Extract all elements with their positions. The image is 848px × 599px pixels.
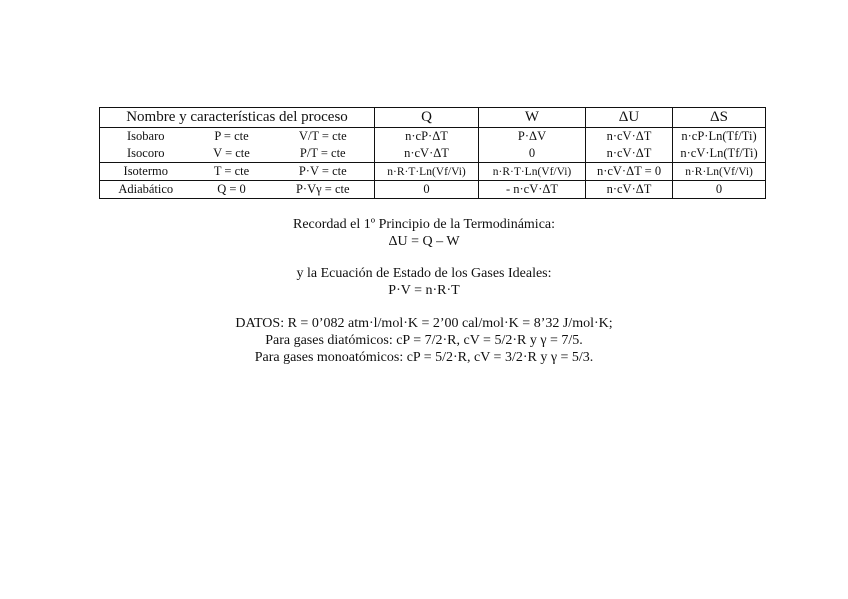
datos-line: DATOS: R = 0’082 atm·l/mol·K = 2’00 cal/mol·K = 8’32 J/mol·K; (235, 316, 613, 331)
w-formula: n·R·T·Ln(Vf/Vi) (479, 163, 586, 181)
table-row (100, 181, 766, 199)
header-du: ΔU (586, 108, 673, 128)
header-q: Q (375, 108, 479, 128)
process-name: Isobaro (100, 128, 192, 146)
process-law: V/T = cte (272, 128, 375, 146)
ds-formula: n·cP·Ln(Tf/Ti) (673, 128, 766, 146)
process-condition: Q = 0 (192, 181, 272, 199)
process-name: Adiabático (100, 181, 192, 199)
process-condition: T = cte (192, 163, 272, 181)
w-formula: - n·cV·ΔT (479, 181, 586, 199)
process-condition: V = cte (213, 146, 250, 160)
du-formula: n·cV·ΔT (586, 128, 673, 146)
process-law: P·Vγ = cte (272, 181, 375, 199)
w-formula: 0 (479, 145, 586, 163)
first-principle-equation: ΔU = Q – W (388, 234, 460, 249)
state-equation-formula: P·V = n·R·T (388, 283, 460, 298)
ds-formula: n·R·Ln(Vf/Vi) (673, 163, 766, 181)
header-process: Nombre y características del proceso (100, 108, 375, 128)
q-formula: n·cV·ΔT (375, 145, 479, 163)
process-name: Isocoro (100, 145, 192, 163)
process-law: P/T = cte (272, 145, 375, 163)
ds-formula: n·cV·Ln(Tf/Ti) (673, 145, 766, 163)
table-row (100, 128, 766, 146)
du-formula: n·cV·ΔT (586, 145, 673, 163)
monoatomic-line: Para gases monoatómicos: cP = 5/2·R, cV = 3/2·R y γ = 5/3. (254, 350, 594, 365)
table-header-row (100, 108, 766, 128)
state-equation-text: y la Ecuación de Estado de los Gases Ideales: (296, 266, 552, 281)
q-formula: n·R·T·Ln(Vf/Vi) (375, 163, 479, 181)
process-law: P·V = cte (272, 163, 375, 181)
q-formula: n·cP·ΔT (375, 128, 479, 146)
header-w: W (479, 108, 586, 128)
first-principle-text: Recordad el 1º Principio de la Termodinámica: (292, 217, 556, 232)
thermo-process-table (99, 107, 766, 199)
process-condition: P = cte (192, 128, 272, 146)
process-name: Isotermo (100, 163, 192, 181)
du-formula: n·cV·ΔT (586, 181, 673, 199)
table-row (100, 163, 766, 181)
q-formula: 0 (375, 181, 479, 199)
w-formula: P·ΔV (479, 128, 586, 146)
header-ds: ΔS (673, 108, 766, 128)
table-row (100, 145, 766, 163)
du-formula: n·cV·ΔT = 0 (586, 163, 673, 181)
diatomic-line: Para gases diatómicos: cP = 7/2·R, cV = 5/2·R y γ = 7/5. (265, 333, 583, 348)
ds-formula: 0 (673, 181, 766, 199)
